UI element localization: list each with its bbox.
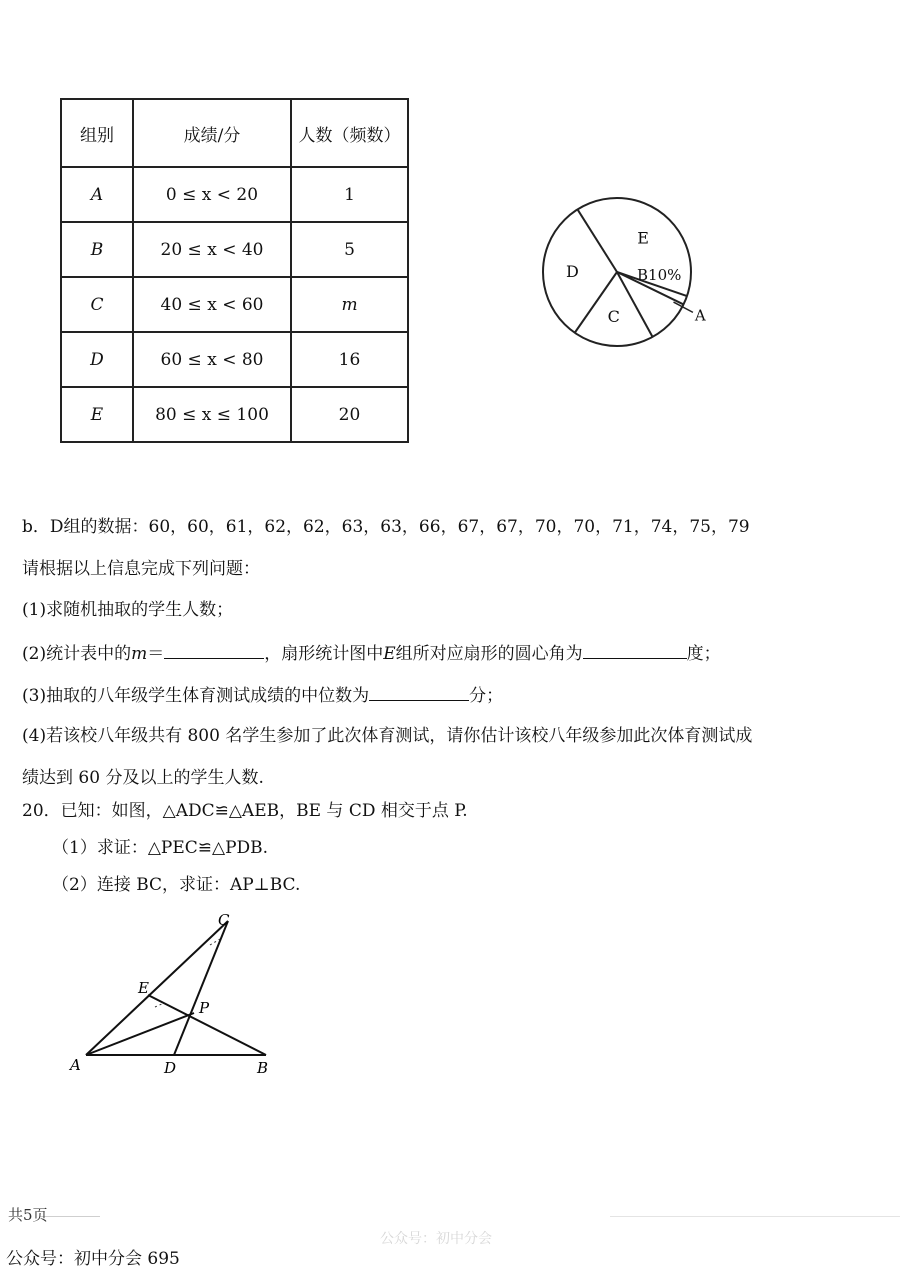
- table-row: [61, 222, 408, 277]
- cell-range: 60 ≤ x < 80: [133, 332, 291, 387]
- question-2: [22, 640, 721, 666]
- q2-eq: ＝: [147, 644, 165, 664]
- label-C: C: [218, 911, 230, 929]
- pie-label-b: B10%: [637, 266, 682, 284]
- label-D: D: [164, 1059, 177, 1077]
- cell-range: 0 ≤ x < 20: [133, 167, 291, 222]
- cell-count: 1: [291, 167, 408, 222]
- frequency-table: [60, 98, 409, 443]
- q2-part-d: 度；: [686, 644, 721, 664]
- q2-m: m: [131, 644, 148, 664]
- pie-label-d: D: [566, 262, 579, 282]
- q2-part-b: ，扇形统计图中: [264, 644, 384, 664]
- triangle-figure: [60, 905, 290, 1085]
- q2-e: E: [383, 644, 396, 664]
- q2-part-a: (2)统计表中的: [22, 644, 132, 664]
- d-group-data: b．D组的数据：60，60，61，62，62，63，63，66，67，67，70，70，71，74，75，79: [22, 517, 750, 537]
- table-row: [61, 332, 408, 387]
- q3-part-a: (3)抽取的八年级学生体育测试成绩的中位数为: [22, 686, 370, 706]
- q2-part-c: 组所对应扇形的圆心角为: [395, 644, 583, 664]
- answer-blank-m[interactable]: [164, 640, 264, 659]
- label-E: E: [138, 979, 149, 997]
- pie-label-a: A: [694, 306, 706, 325]
- cell-count: 20: [291, 387, 408, 442]
- cell-count: m: [291, 277, 408, 332]
- cell-group: D: [61, 332, 133, 387]
- question-4-line2: 绩达到 60 分及以上的学生人数.: [22, 768, 264, 788]
- question-4-line1: (4)若该校八年级共有 800 名学生参加了此次体育测试，请你估计该校八年级参加此次体育测试成: [22, 726, 753, 746]
- pie-label-c: C: [607, 306, 620, 326]
- table-header-row: [61, 99, 408, 167]
- question-3: [22, 682, 503, 708]
- watermark-text: 公众号：初中分会: [380, 1231, 492, 1247]
- segment-CD: [174, 921, 228, 1055]
- header-group: 组别: [61, 99, 133, 167]
- problem-20-part1: （1）求证：△PEC≌△PDB.: [52, 838, 269, 858]
- segment-AC: [86, 921, 228, 1055]
- pie-slice-boundary: [578, 209, 617, 272]
- cell-group: A: [61, 167, 133, 222]
- problem-20-part2: （2）连接 BC，求证：AP⊥BC.: [52, 875, 301, 895]
- tick-mark: [155, 1003, 164, 1007]
- cell-range: 20 ≤ x < 40: [133, 222, 291, 277]
- problem-20: 20．已知：如图，△ADC≌△AEB，BE 与 CD 相交于点 P.: [22, 801, 468, 821]
- cell-range: 40 ≤ x < 60: [133, 277, 291, 332]
- table-row: [61, 387, 408, 442]
- pie-chart: [530, 190, 730, 360]
- label-B: B: [257, 1059, 269, 1077]
- pie-label-e: E: [637, 228, 649, 248]
- question-1: (1)求随机抽取的学生人数；: [22, 600, 234, 620]
- page-count: 共5页: [8, 1206, 48, 1224]
- header-count: 人数（频数）: [291, 99, 408, 167]
- label-A: A: [70, 1056, 81, 1074]
- answer-blank-angle[interactable]: [583, 640, 687, 659]
- q3-part-b: 分；: [469, 686, 504, 706]
- cell-group: E: [61, 387, 133, 442]
- footer-account: 公众号：初中分会 695: [6, 1249, 180, 1269]
- header-score: 成绩/分: [133, 99, 291, 167]
- cell-count: 5: [291, 222, 408, 277]
- answer-blank-median[interactable]: [369, 682, 469, 701]
- label-P: P: [199, 999, 210, 1017]
- cell-count: 16: [291, 332, 408, 387]
- table-row: [61, 167, 408, 222]
- cell-range: 80 ≤ x ≤ 100: [133, 387, 291, 442]
- segment-AP: [86, 1013, 194, 1055]
- footer-divider: [40, 1216, 100, 1217]
- cell-group: B: [61, 222, 133, 277]
- footer-divider-right: [610, 1216, 900, 1217]
- cell-group: C: [61, 277, 133, 332]
- prompt-text: 请根据以上信息完成下列问题：: [22, 559, 260, 579]
- table-row: [61, 277, 408, 332]
